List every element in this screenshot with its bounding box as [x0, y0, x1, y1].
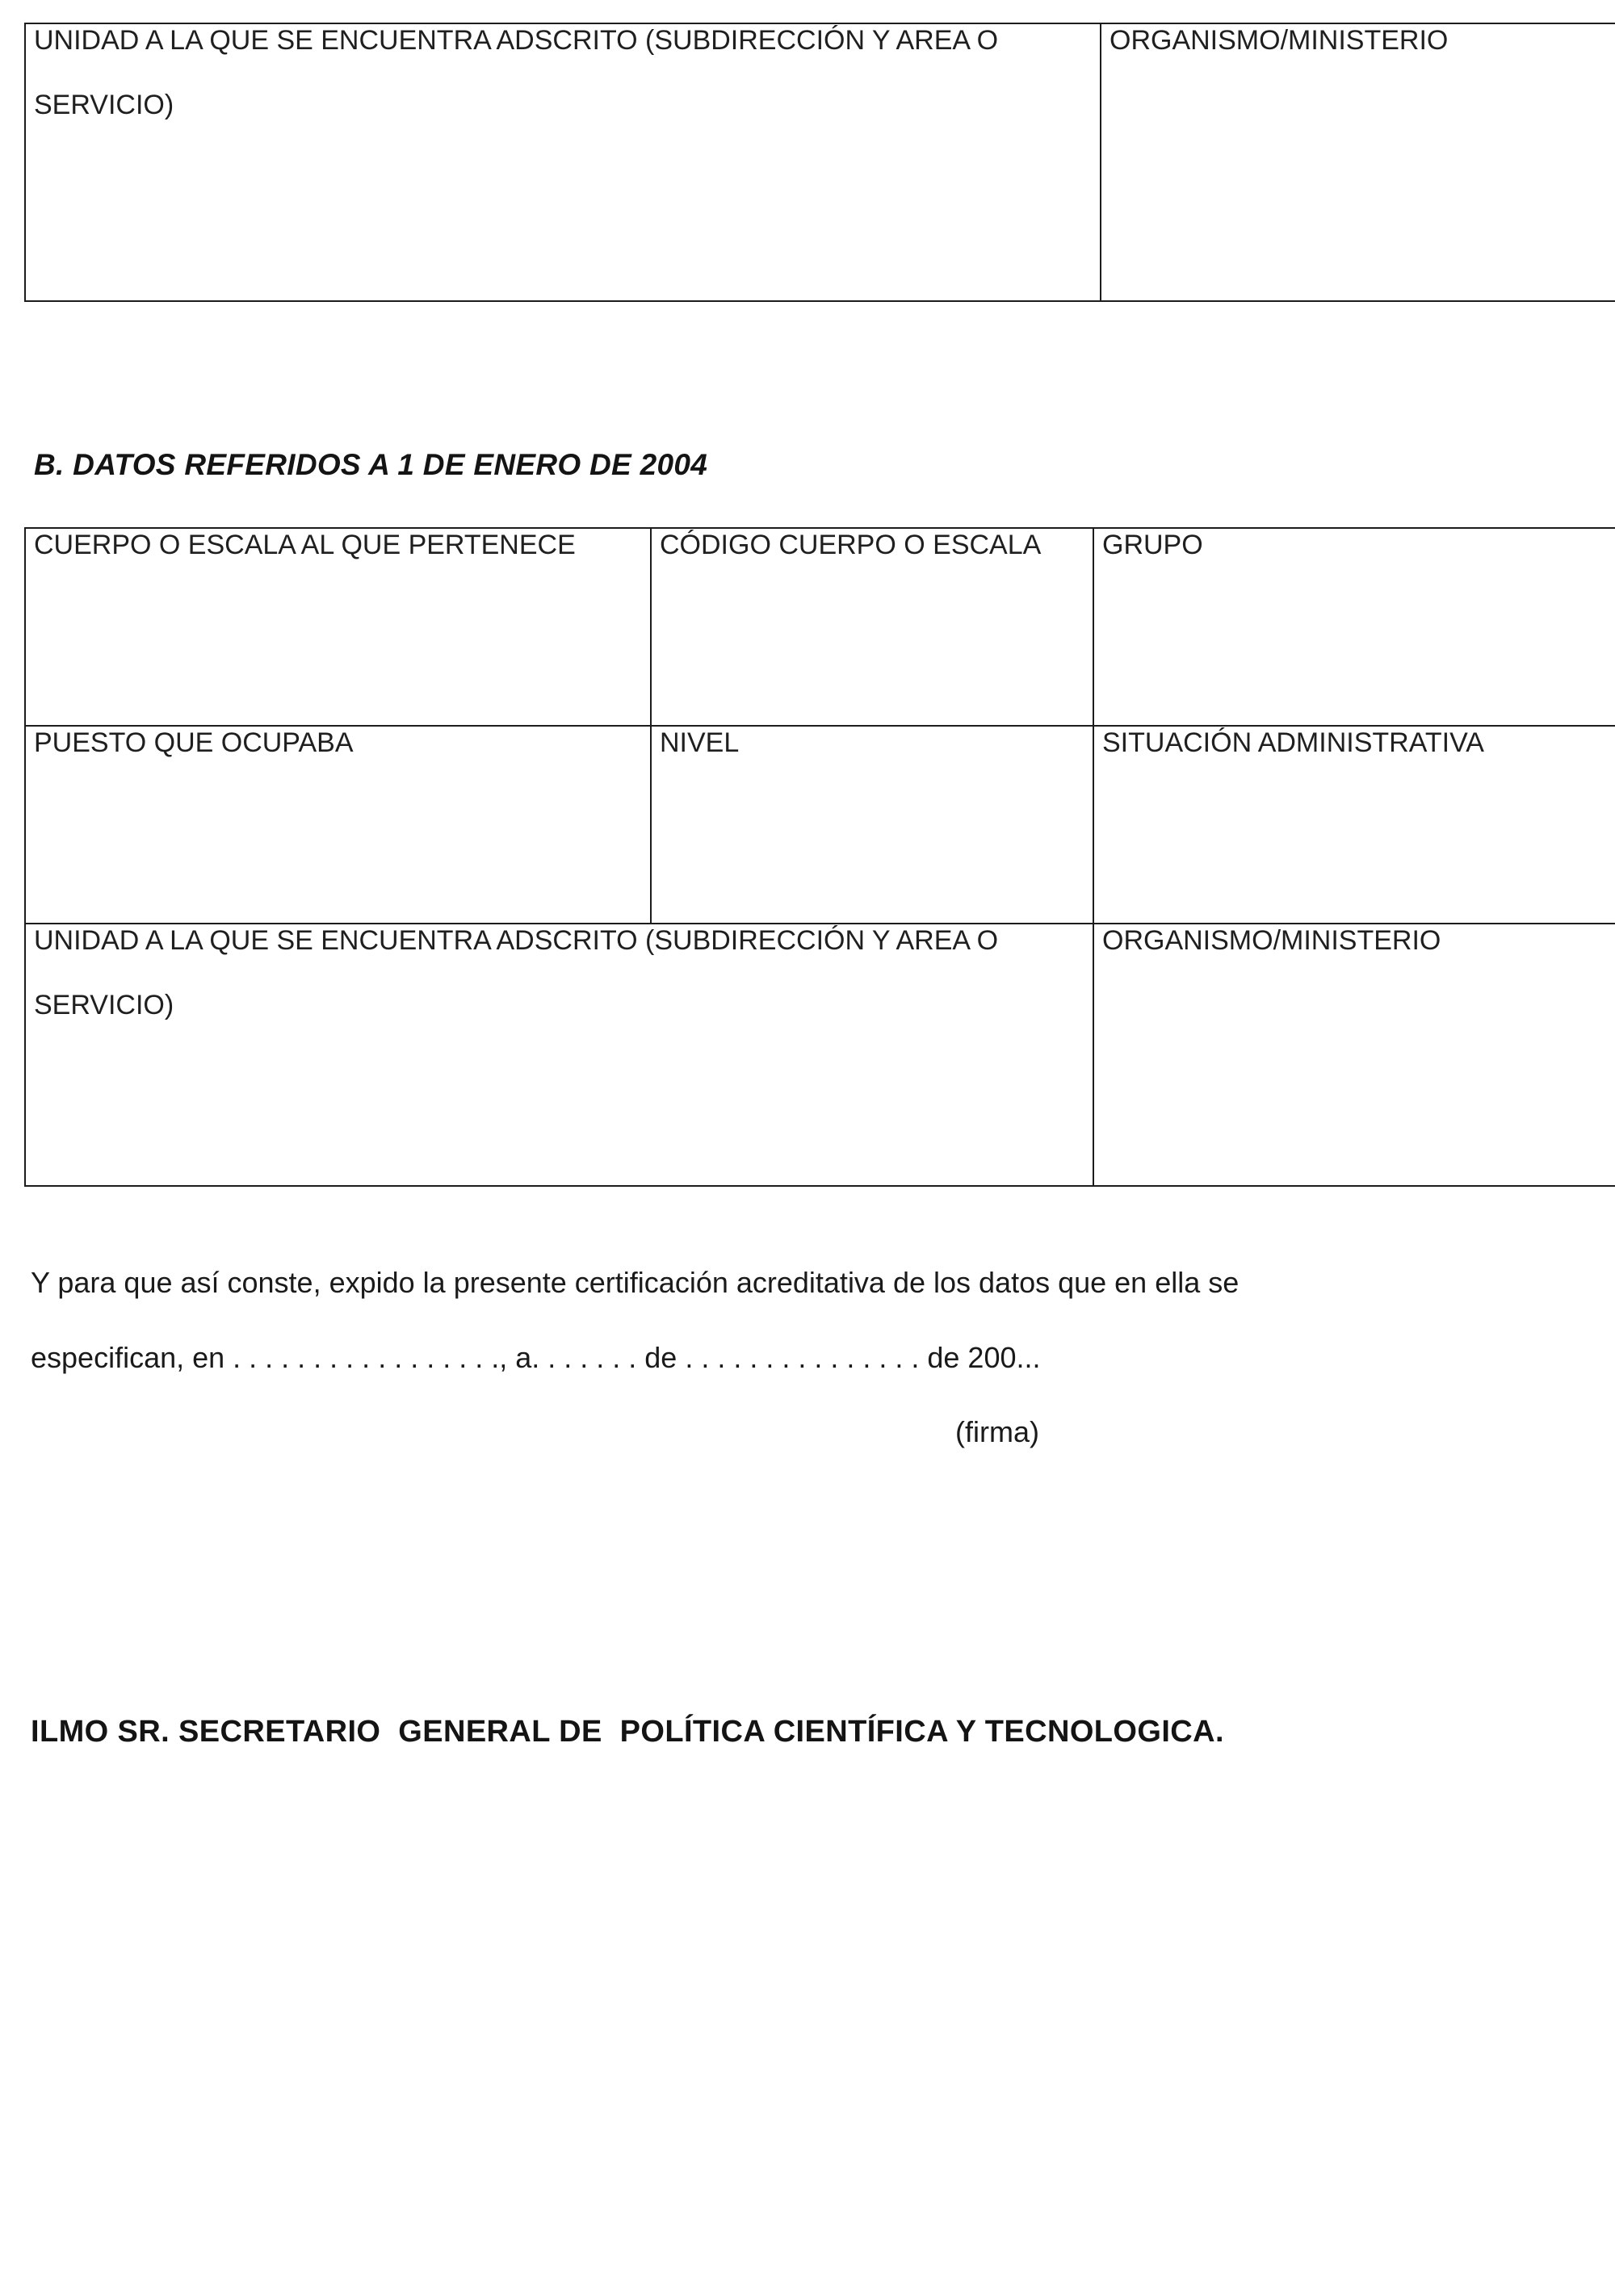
section-a-unit-table [24, 23, 1615, 302]
admin-status-field[interactable] [1093, 726, 1615, 924]
organism-field-label: ORGANISMO/MINISTERIO [1110, 25, 1449, 56]
signature-label: (firma) [955, 1415, 1039, 1448]
position-field[interactable] [25, 726, 651, 924]
certification-statement-line-1: Y para que así conste, expido la presente certificación acreditativa de los datos que en ella se [31, 1266, 1240, 1299]
body-code-field-label: CÓDIGO CUERPO O ESCALA [660, 530, 1042, 560]
section-b-heading: B. DATOS REFERIDOS A 1 DE ENERO DE 2004 [34, 448, 708, 481]
body-field-label: CUERPO O ESCALA AL QUE PERTENECE [34, 530, 576, 560]
section-b-organism-field[interactable] [1093, 924, 1615, 1186]
certification-statement-line-2: especifican, en . . . . . . . . . . . . . . . . ., a. . . . . . . de . . . . . . . . . . . . . . . de 200... [31, 1341, 1041, 1374]
body-field[interactable] [25, 528, 651, 726]
unit-field-label: UNIDAD A LA QUE SE ENCUENTRA ADSCRITO (SUBDIRECCIÓN Y AREA O SERVICIO) [34, 25, 999, 120]
unit-field[interactable] [25, 23, 1101, 301]
group-field-label: GRUPO [1102, 530, 1203, 560]
section-b-unit-field-label: UNIDAD A LA QUE SE ENCUENTRA ADSCRITO (SUBDIRECCIÓN Y AREA O SERVICIO) [34, 925, 999, 1020]
level-field-label: NIVEL [660, 727, 740, 758]
group-field[interactable] [1093, 528, 1615, 726]
body-code-field[interactable] [651, 528, 1093, 726]
section-b-table [24, 527, 1615, 1187]
admin-status-field-label: SITUACIÓN ADMINISTRATIVA [1102, 727, 1484, 758]
level-field[interactable] [651, 726, 1093, 924]
section-b-unit-field[interactable] [25, 924, 1093, 1186]
position-field-label: PUESTO QUE OCUPABA [34, 727, 354, 758]
addressee: ILMO SR. SECRETARIO GENERAL DE POLÍTICA CIENTÍFICA Y TECNOLOGICA. [31, 1715, 1224, 1749]
organism-field[interactable] [1101, 23, 1615, 301]
section-b-organism-field-label: ORGANISMO/MINISTERIO [1102, 925, 1441, 956]
